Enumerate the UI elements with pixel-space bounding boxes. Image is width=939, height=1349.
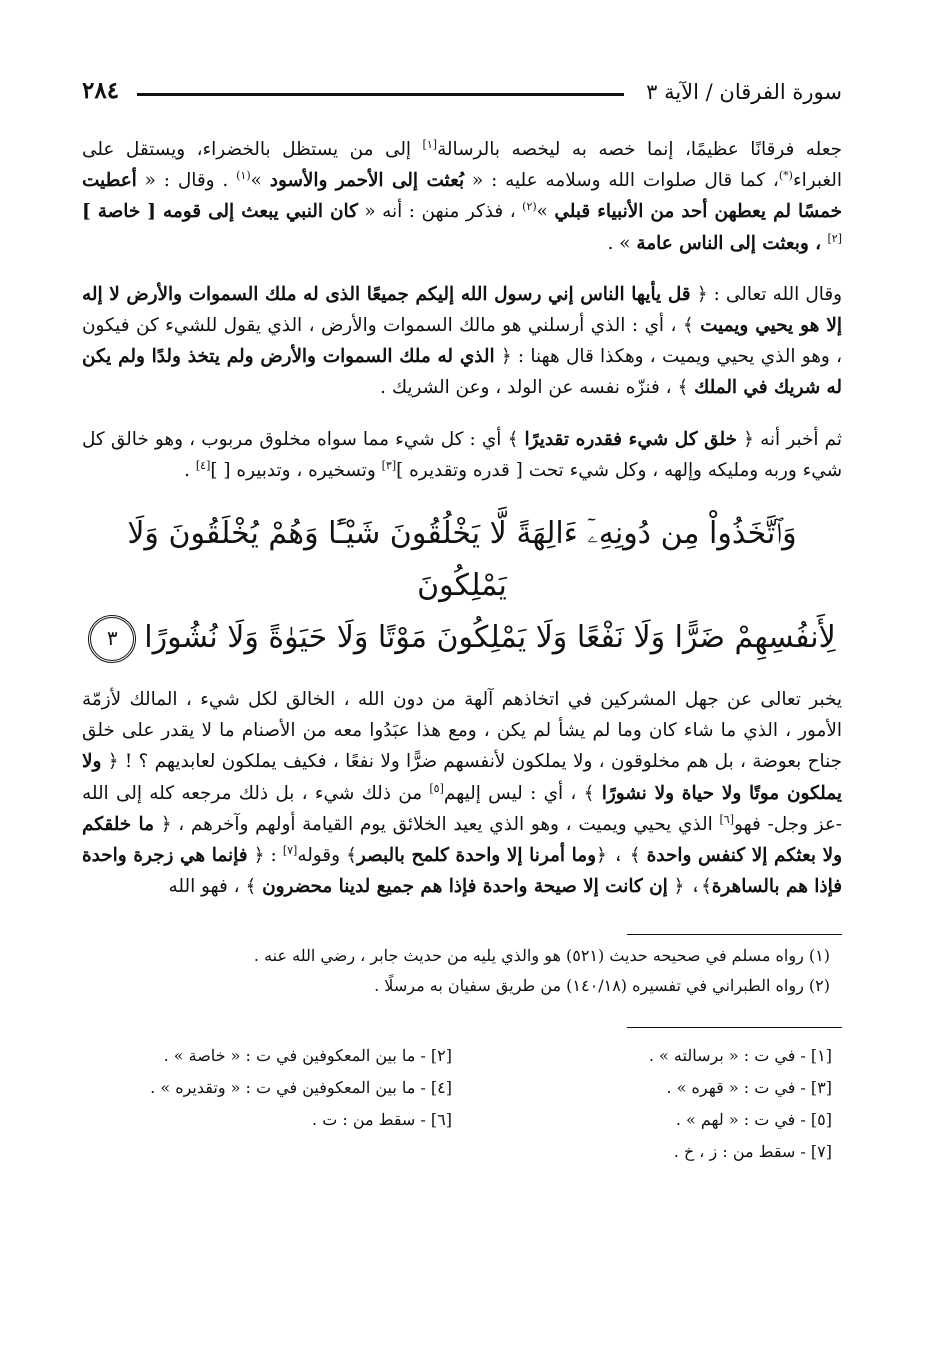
variant-note: [١] - في ت : « برسالته » . xyxy=(648,1046,832,1066)
variant-note: [٧] - سقط من : ز ، خ . xyxy=(673,1142,832,1162)
ayah-number-marker: ٣ xyxy=(88,615,136,663)
header-rule xyxy=(137,93,624,96)
verse-line-1: وَٱتَّخَذُواْ مِن دُونِهِۦٓ ءَالِهَةً لَّا يَخْلُقُونَ شَيْـًٔا وَهُمْ يُخْلَقُونَ وَلَا يَمْلِكُونَ xyxy=(127,516,797,604)
variant-note: [٣] - في ت : « قهره » . xyxy=(666,1078,832,1098)
paragraph-1: جعله فرقانًا عظيمًا، إنما خصه به ليخصه بالرسالة[١] إلى من يستظل بالخضراء، ويستقل على الغبراء(*)، كما قال صلوات الله وسلامه عليه : « بُعثت إلى الأحمر والأسود »$^{(١)}$ . وقال : « أعطيت خمسًا لم يعطهن أحد من الأنبياء قبلي »$^{(٢)}$ ، فذكر منهن : أنه « كان النبي يبعث إلى قومه [ خاصة ][٢] ، وبعثت إلى الناس عامة » . xyxy=(82,137,842,254)
running-title: سورة الفرقان / الآية ٣ xyxy=(646,80,842,104)
paragraph-4: يخبر تعالى عن جهل المشركين في اتخاذهم آلهة من دون الله ، الخالق لكل شيء ، المالك لأزمّة الأمور ، الذي ما شاء كان وما لم يشأ لم يكن ، ومع هذا عبَدُوا معه من الأصنام ما لا يقدر على خلق جناح بعوضة ، بل هم مخلوقون ، ولا يملكون لأنفسهم ضرًّا ولا نفعًا ، فكيف يملكون لعابديهم ؟ ! ﴿ ولا يملكون موتًا ولا حياة ولا نشورًا ﴾ ، أي : ليس إليهم[٥] من ذلك شيء ، بل ذلك مرجعه كله إلى الله -عز وجل- فهو[٦] الذي يحيي ويميت ، وهو الذي يعيد الخلائق يوم القيامة أولهم وآخرهم ، ﴿ ما خلقكم ولا بعثكم إلا كنفس واحدة ﴾ ، ﴿وما أمرنا إلا واحدة كلمح بالبصر﴾ وقوله[٧] : ﴿ فإنما هي زجرة واحدة فإذا هم بالساهرة﴾، ﴿ إن كانت إلا صيحة واحدة فإذا هم جميع لدينا محضرون ﴾ ، فهو الله xyxy=(82,689,843,898)
variants-rule xyxy=(627,1027,842,1028)
footnote-1: (١) رواه مسلم في صحيحه حديث (٥٢١) هو والذي يليه من حديث جابر ، رضي الله عنه . xyxy=(253,946,830,966)
verse-line-2: لِأَنفُسِهِمْ ضَرًّا وَلَا نَفْعًا وَلَا يَمْلِكُونَ مَوْتًا وَلَا حَيَوٰةً وَلَا نُشُورًا٣ xyxy=(82,612,842,664)
variant-note: [٤] - ما بين المعكوفين في ت : « وتقديره » . xyxy=(150,1078,452,1098)
footnote-rule xyxy=(627,934,842,935)
paragraph-2: وقال الله تعالى : ﴿ قل يأيها الناس إني رسول الله إليكم جميعًا الذى له ملك السموات والأرض لا إله إلا هو يحيي ويميت ﴾ ، أي : الذي أرسلني هو مالك السموات والأرض ، الذي يقول للشيء كن فيكون ، وهو الذي يحيي ويميت ، وهكذا قال ههنا : ﴿ الذي له ملك السموات والأرض ولم يتخذ ولدًا ولم يكن له شريك في الملك ﴾ ، فنزّه نفسه عن الولد ، وعن الشريك . xyxy=(82,283,843,399)
manuscript-variants xyxy=(82,1040,842,1168)
variant-note: [٦] - سقط من : ت . xyxy=(312,1110,452,1130)
page-header xyxy=(82,70,842,104)
variant-note: [٢] - ما بين المعكوفين في ت : « خاصة » . xyxy=(163,1046,452,1066)
quran-verse xyxy=(82,508,842,664)
book-page xyxy=(82,70,842,1168)
variants-left-column xyxy=(82,1040,462,1168)
page-number: ٢٨٤ xyxy=(82,77,120,104)
variant-note: [٥] - في ت : « لهم » . xyxy=(675,1110,832,1130)
variants-right-column xyxy=(462,1040,842,1168)
footnote-2: (٢) رواه الطبراني في تفسيره (١٤٠/١٨) من طريق سفيان به مرسلًا . xyxy=(374,976,830,996)
paragraph-3: ثم أخبر أنه ﴿ خلق كل شيء فقدره تقديرًا ﴾ أي : كل شيء مما سواه مخلوق مربوب ، وهو خالق كل شيء وربه ومليكه وإلهه ، وكل شيء تحت [ قدره وتقديره ][٣] وتسخيره ، وتدبيره [ ][٤] . xyxy=(82,428,843,481)
